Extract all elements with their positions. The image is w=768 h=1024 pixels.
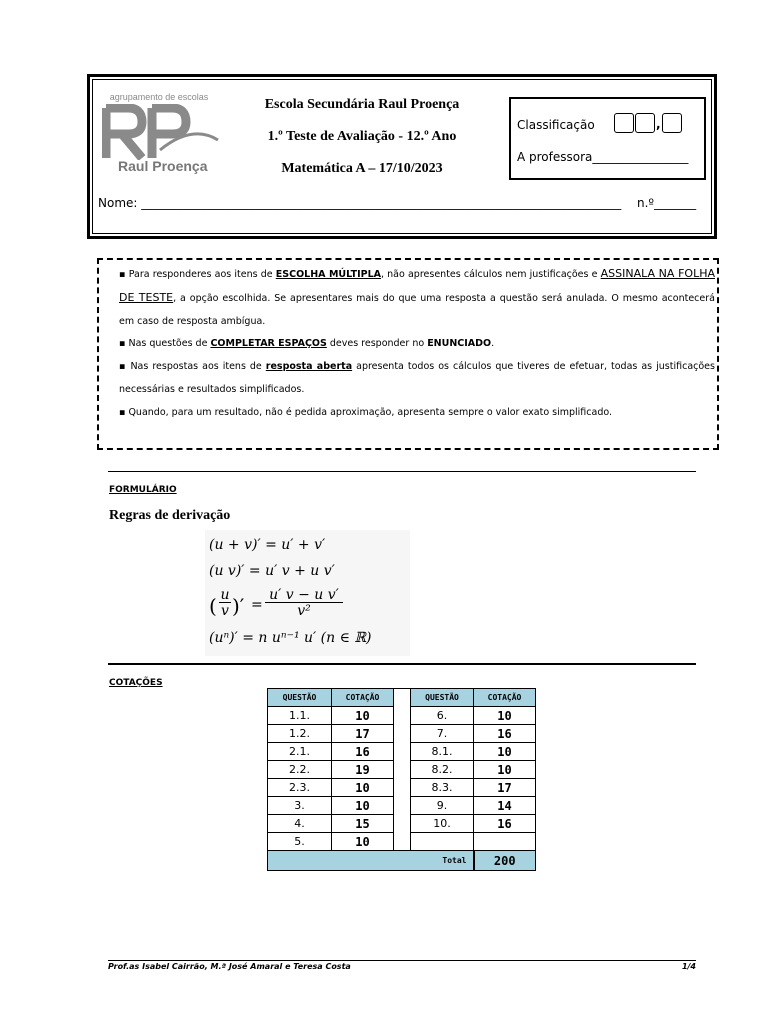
question-cell: 3. [268,797,332,815]
table-row [268,725,536,743]
score-cell: 14 [474,797,536,815]
instructions-box [97,258,719,450]
footer [108,962,696,971]
footer-authors: Prof.as Isabel Cairrão, M.ª José Amaral e Teresa Costa [108,962,351,971]
school-logo [98,92,220,178]
footer-divider [108,960,696,961]
question-cell: 8.2. [411,761,474,779]
header-question: QUESTÃO [268,689,332,707]
score-cell: 10 [332,833,394,851]
formula-power: (uⁿ)′ = n uⁿ⁻¹ u′ (n ∈ ℝ) [209,630,372,646]
score-cell [474,833,536,851]
logo-mark-icon [102,104,220,160]
table-row [268,833,536,851]
classification-label: Classificação [517,118,595,132]
table-row [268,815,536,833]
score-cell: 10 [332,797,394,815]
table-row [268,761,536,779]
cotacoes-heading: COTAÇÕES [109,678,163,688]
question-cell: 6. [411,707,474,725]
question-cell: 8.3. [411,779,474,797]
table-row [268,779,536,797]
question-cell: 9. [411,797,474,815]
score-cell: 10 [332,779,394,797]
total-value: 200 [474,851,536,871]
question-cell: 5. [268,833,332,851]
table-row [268,743,536,761]
classification-box [509,97,706,180]
divider [108,471,696,472]
header-score: COTAÇÃO [332,689,394,707]
subject-date: Matemática A – 17/10/2023 [281,161,443,176]
score-cell: 15 [332,815,394,833]
total-label: Total [268,851,474,871]
table-row [268,797,536,815]
score-cell: 16 [332,743,394,761]
instruction-open-answer: ▪ Nas respostas aos itens de resposta aberta apresenta todos os cálculos que tiveres de efetuar, todas as justificações necessárias e resultados simplificados. [119,361,715,395]
instruction-fill-blanks: ▪ Nas questões de COMPLETAR ESPAÇOS deves responder no ENUNCIADO. [119,338,495,349]
grade-box-1[interactable] [614,113,634,133]
score-cell: 19 [332,761,394,779]
formula-image: (u + v)′ = u′ + v′ (u v)′ = u′ v + u v′ ( u v )′ = u′ v − u v′ v² (uⁿ)′ = n uⁿ⁻¹ u′ (n ∈ ℝ) [205,530,410,656]
header-score: COTAÇÃO [474,689,536,707]
number-field[interactable] [637,196,696,210]
cotacoes-table [267,688,536,871]
question-cell: 10. [411,815,474,833]
school-name: Escola Secundária Raul Proença [264,97,460,112]
teacher-label: A professora________________ [517,150,689,164]
instruction-exact-value: ▪ Quando, para um resultado, não é pedida aproximação, apresenta sempre o valor exato simplificado. [119,407,613,418]
formulario-heading: FORMULÁRIO [109,485,177,495]
score-cell: 17 [474,779,536,797]
name-field[interactable] [98,196,621,210]
grade-box-3[interactable] [662,113,682,133]
question-cell: 7. [411,725,474,743]
logo-caption: agrupamento de escolas [109,92,209,102]
score-cell: 10 [332,707,394,725]
question-cell [411,833,474,851]
total-row [268,851,536,871]
derivation-rules-title: Regras de derivação [109,508,231,523]
question-cell: 1.1. [268,707,332,725]
instruction-multiple-choice: ▪ Para responderes aos itens de ESCOLHA MÚLTIPLA, não apresentes cálculos nem justificações e ASSINALA NA FOLHA DE TESTE, a opção escolhida. Se apresentares mais do que uma resposta a questão será anulada. O mesmo acontecerá em caso de resposta ambígua. [119,267,715,327]
score-cell: 16 [474,725,536,743]
question-cell: 4. [268,815,332,833]
divider [108,663,696,665]
score-cell: 10 [474,743,536,761]
logo-name: Raul Proença [118,158,208,174]
page-number: 1/4 [681,962,696,971]
formula-sum: (u + v)′ = u′ + v′ [209,537,326,553]
question-cell: 1.2. [268,725,332,743]
score-cell: 16 [474,815,536,833]
decimal-comma: , [656,117,661,131]
formula-product: (u v)′ = u′ v + u v′ [209,563,335,579]
question-cell: 2.1. [268,743,332,761]
table-row [268,707,536,725]
header-question: QUESTÃO [411,689,474,707]
question-cell: 2.3. [268,779,332,797]
name-label: Nome: ________________________________________________________________________________ [98,196,622,210]
grade-box-2[interactable] [635,113,655,133]
test-title: 1.º Teste de Avaliação - 12.º Ano [267,129,457,144]
score-cell: 10 [474,707,536,725]
question-cell: 8.1. [411,743,474,761]
score-cell: 10 [474,761,536,779]
question-cell: 2.2. [268,761,332,779]
number-label: n.º_______ [637,196,697,210]
score-cell: 17 [332,725,394,743]
